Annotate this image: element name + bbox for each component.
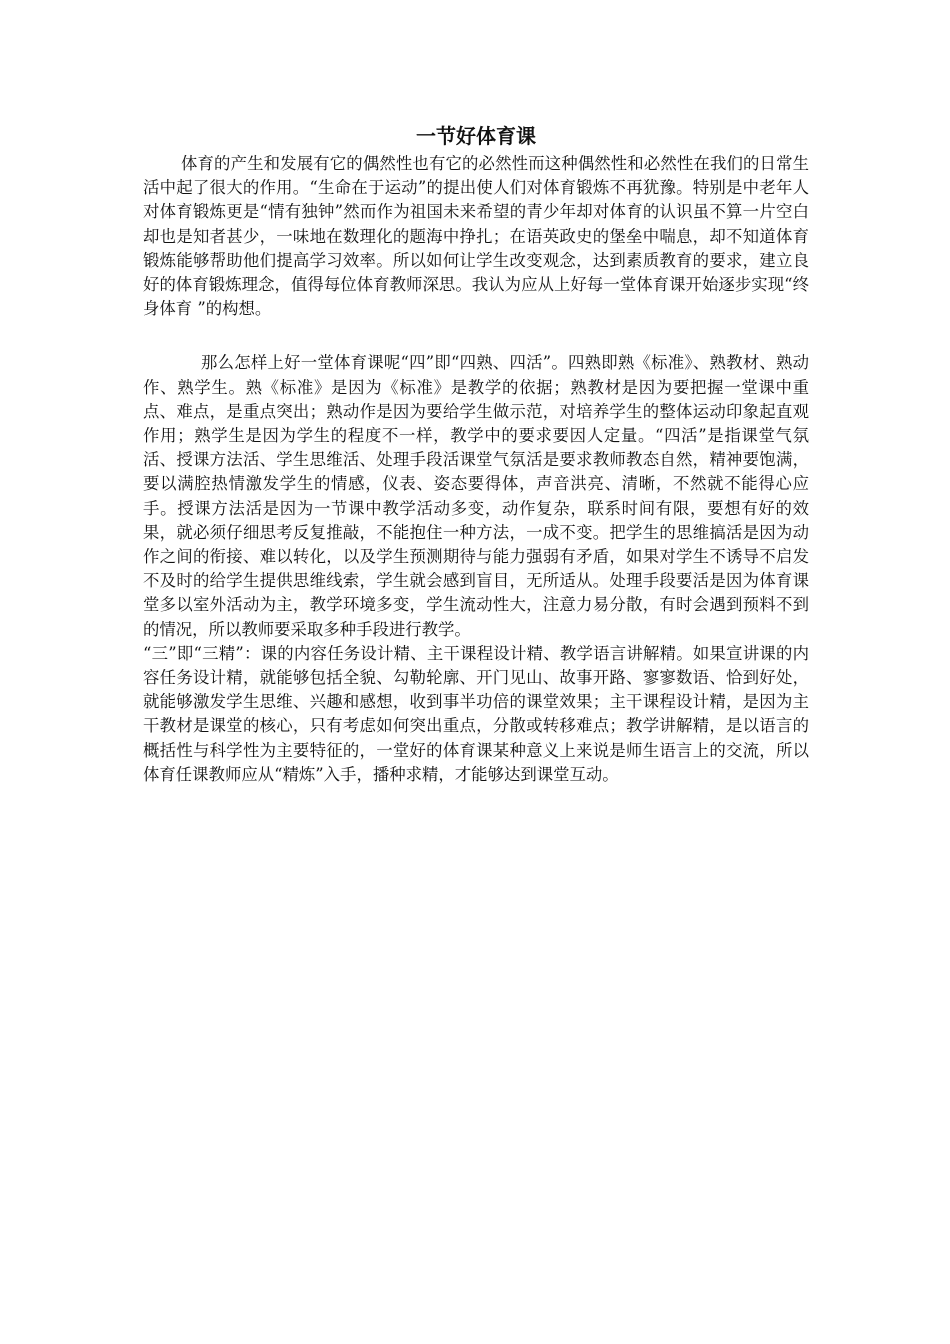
document-body bbox=[143, 122, 809, 787]
document-title: 一节好体育课 bbox=[416, 124, 536, 148]
paragraph-spacer bbox=[143, 321, 809, 351]
paragraph-three-points: “三”即“三精”：课的内容任务设计精、主干课程设计精、教学语言讲解精。如果宣讲课的内容任务设计精，就能够包括全貌、勾勒轮廓、开门见山、故事开路、寥寥数语、恰到好处，就能够激发学生思维、兴趣和感想，收到事半功倍的课堂效果；主干课程设计精，是因为主干教材是课堂的核心，只有考虑如何突出重点，分散或转移难点；教学讲解精，是以语言的概括性与科学性为主要特征的，一堂好的体育课某种意义上来说是师生语言上的交流，所以体育任课教师应从“精炼”入手，播种求精，才能够达到课堂互动。 bbox=[143, 643, 809, 784]
paragraph-intro: 体育的产生和发展有它的偶然性也有它的必然性而这种偶然性和必然性在我们的日常生活中起了很大的作用。“生命在于运动”的提出使人们对体育锻炼不再犹豫。特别是中老年人对体育锻炼更是“情有独钟”然而作为祖国未来希望的青少年却对体育的认识虽不算一片空白却也是知者甚少，一味地在数理化的题海中挣扎；在语英政史的堡垒中喘息，却不知道体育锻炼能够帮助他们提高学习效率。所以如何让学生改变观念，达到素质教育的要求，建立良好的体育锻炼理念，值得每位体育教师深思。我认为应从上好每一堂体育课开始逐步实现“终身体育 ”的构想。 bbox=[143, 154, 809, 319]
paragraph-four-points: 那么怎样上好一堂体育课呢“四”即“四熟、四活”。四熟即熟《标准》、熟教材、熟动作、熟学生。熟《标准》是因为《标准》是教学的依据；熟教材是因为要把握一堂课中重点、难点，是重点突出；熟动作是因为要给学生做示范，对培养学生的整体运动印象起直观作用；熟学生是因为学生的程度不一样，教学中的要求要因人定量。“四活”是指课堂气氛活、授课方法活、学生思维活、处理手段活课堂气氛活是要求教师教态自然，精神要饱满，要以满腔热情激发学生的情感，仪表、姿态要得体，声音洪亮、清晰，不然就不能得心应手。授课方法活是因为一节课中教学活动多变，动作复杂，联系时间有限，要想有好的效果，就必须仔细思考反复推敲，不能抱住一种方法，一成不变。把学生的思维搞活是因为动作之间的衔接、难以转化，以及学生预测期待与能力强弱有矛盾，如果对学生不诱导不启发不及时的给学生提供思维线索，学生就会感到盲目，无所适从。处理手段要活是因为体育课堂多以室外活动为主，教学环境多变，学生流动性大，注意力易分散，有时会遇到预料不到的情况，所以教师要采取多种手段进行教学。 bbox=[143, 353, 809, 639]
